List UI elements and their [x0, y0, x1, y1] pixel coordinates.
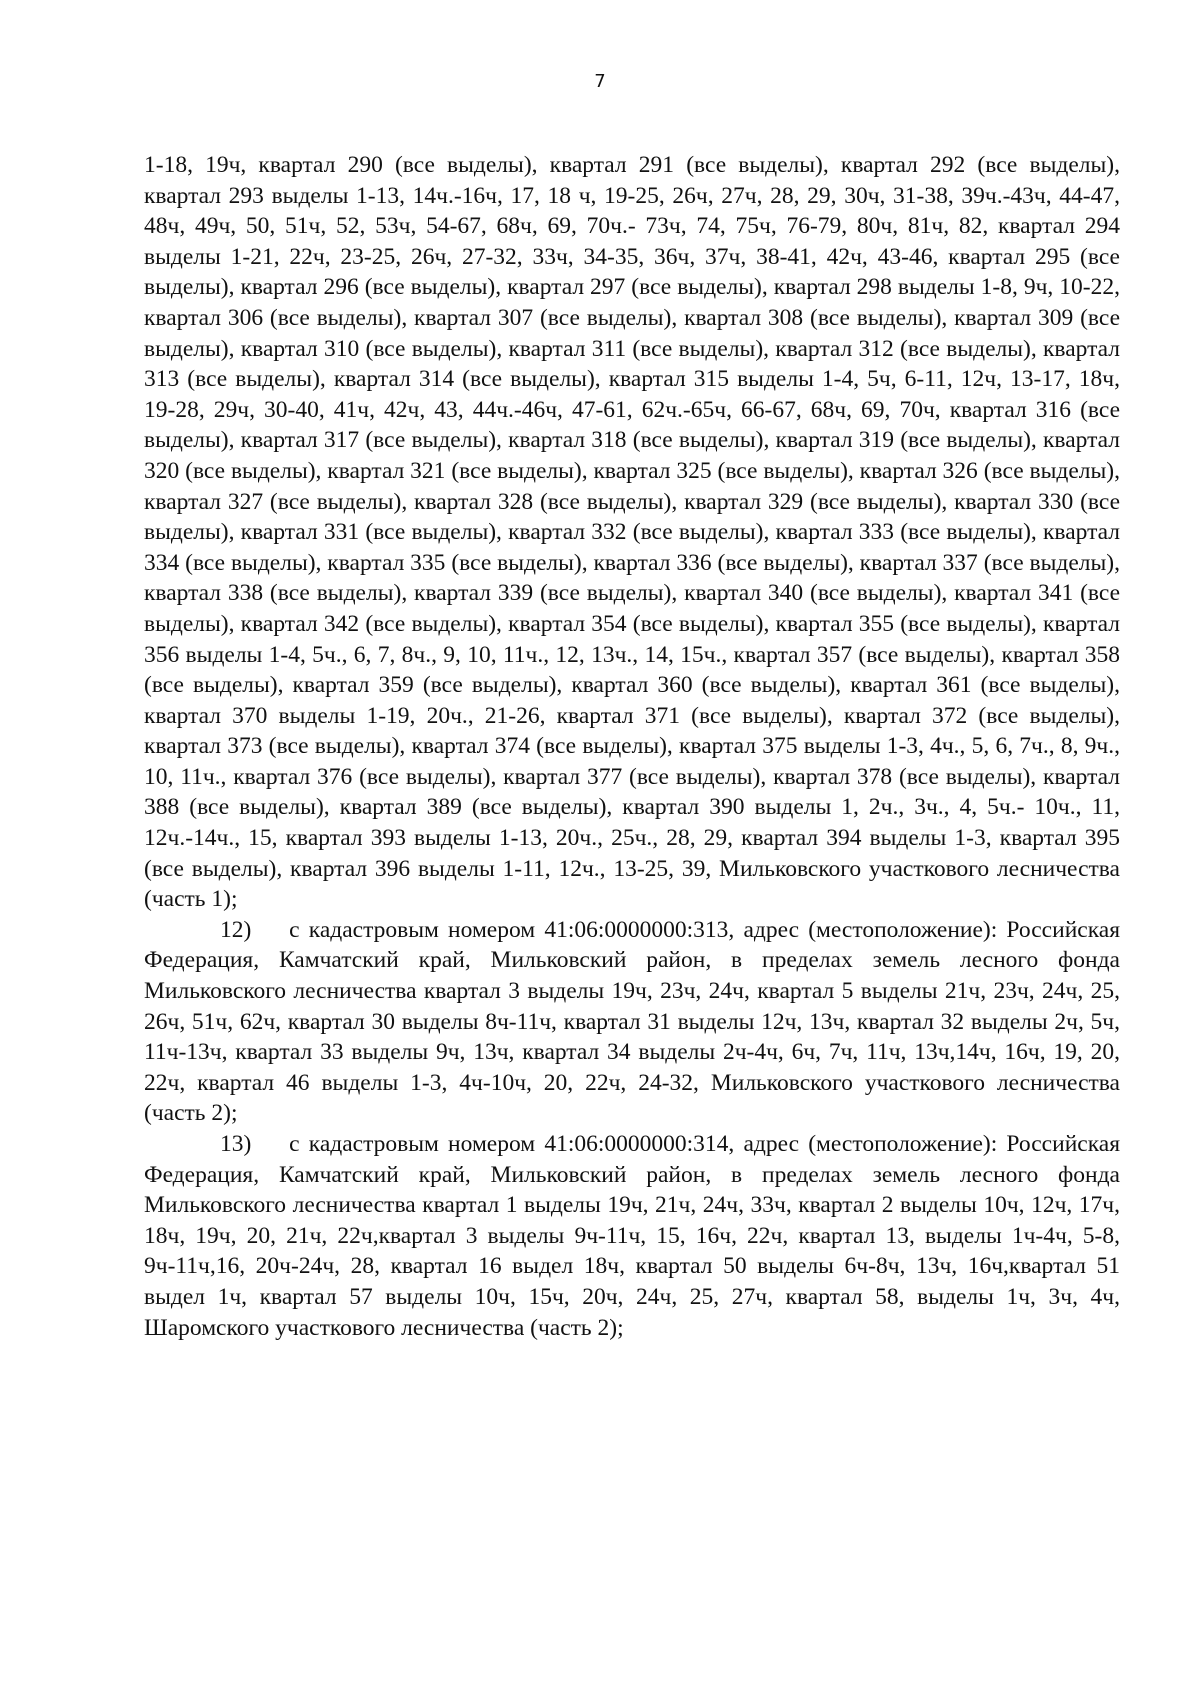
list-item-number: 12) [220, 916, 252, 943]
paragraph-text: 1-18, 19ч, квартал 290 (все выделы), квартал 291 (все выделы), квартал 292 (все выделы), квартал 293 выделы 1-13, 14ч.-16ч, 17, 18 ч, 19-25, 26ч, 27ч, 28, 29, 30ч, 31-38, 39ч.-43ч, 44-47, 48ч, 49ч, 50, 51ч, 52, 53ч, 54-67, 68ч, 69, 70ч.- 73ч, 74, 75ч, 76-79, 80ч, 81ч, 82, квартал 294 выделы 1-21, 22ч, 23-25, 26ч, 27-32, 33ч, 34-35, 36ч, 37ч, 38-41, 42ч, 43-46, квартал 295 (все выделы), квартал 296 (все выделы), квартал 297 (все выделы), квартал 298 выделы 1-8, 9ч, 10-22, квартал 306 (все выделы), квартал 307 (все выделы), квартал 308 (все выделы), квартал 309 (все выделы), квартал 310 (все выделы), квартал 311 (все выделы), квартал 312 (все выделы), квартал 313 (все выделы), квартал 314 (все выделы), квартал 315 выделы 1-4, 5ч, 6-11, 12ч, 13-17, 18ч, 19-28, 29ч, 30-40, 41ч, 42ч, 43, 44ч.-46ч, 47-61, 62ч.-65ч, 66-67, 68ч, 69, 70ч, квартал 316 (все выделы), квартал 317 (все выделы), квартал 318 (все выделы), квартал 319 (все выделы), квартал 320 (все выделы), квартал 321 (все выделы), квартал 325 (все выделы), квартал 326 (все выделы), квартал 327 (все выделы), квартал 328 (все выделы), квартал 329 (все выделы), квартал 330 (все выделы), квартал 331 (все выделы), квартал 332 (все выделы), квартал 333 (все выделы), квартал 334 (все выделы), квартал 335 (все выделы), квартал 336 (все выделы), квартал 337 (все выделы), квартал 338 (все выделы), квартал 339 (все выделы), квартал 340 (все выделы), квартал 341 (все выделы), квартал 342 (все выделы), квартал 354 (все выделы), квартал 355 (все выделы), квартал 356 выделы 1-4, 5ч., 6, 7, 8ч., 9, 10, 11ч., 12, 13ч., 14, 15ч., квартал 357 (все выделы), квартал 358 (все выделы), квартал 359 (все выделы), квартал 360 (все выделы), квартал 361 (все выделы), квартал 370 выделы 1-19, 20ч., 21-26, квартал 371 (все выделы), квартал 372 (все выделы), квартал 373 (все выделы), квартал 374 (все выделы), квартал 375 выделы 1-3, 4ч., 5, 6, 7ч., 8, 9ч., 10, 11ч., квартал 376 (все выделы), квартал 377 (все выделы), квартал 378 (все выделы), квартал 388 (все выделы), квартал 389 (все выделы), квартал 390 выделы 1, 2ч., 3ч., 4, 5ч.- 10ч., 11, 12ч.-14ч., 15, квартал 393 выделы 1-13, 20ч., 25ч., 28, 29, квартал 394 выделы 1-3, квартал 395 (все выделы), квартал 396 выделы 1-11, 12ч., 13-25, 39, Мильковского участкового лесничества (часть 1); [144, 152, 1120, 913]
list-item-13 [144, 1129, 1120, 1343]
page-number: 7 [594, 71, 606, 92]
list-item-text: с кадастровым номером 41:06:0000000:313, адрес (местоположение): Российская Федерация, Камчатский край, Мильковский район, в пределах земель лесного фонда Мильковского лесничества квартал 3 выделы 19ч, 23ч, 24ч, квартал 5 выделы 21ч, 23ч, 24ч, 25, 26ч, 51ч, 62ч, квартал 30 выделы 8ч-11ч, квартал 31 выделы 12ч, 13ч, квартал 32 выделы 2ч, 5ч, 11ч-13ч, квартал 33 выделы 9ч, 13ч, квартал 34 выделы 2ч-4ч, 6ч, 7ч, 11ч, 13ч,14ч, 16ч, 19, 20, 22ч, квартал 46 выделы 1-3, 4ч-10ч, 20, 22ч, 24-32, Мильковского участкового лесничества (часть 2); [144, 916, 1120, 1127]
list-item-number: 13) [220, 1131, 252, 1157]
list-item-text: с кадастровым номером 41:06:0000000:314, адрес (местоположение): Российская Федерация, Камчатский край, Мильковский район, в пределах земель лесного фонда Мильковского лесничества квартал 1 выделы 19ч, 21ч, 24ч, 33ч, квартал 2 выделы 10ч, 12ч, 17ч, 18ч, 19ч, 20, 21ч, 22ч,квартал 3 выделы 9ч-11ч, 15, 16ч, 22ч, квартал 13, выделы 1ч-4ч, 5-8, 9ч-11ч,16, 20ч-24ч, 28, квартал 16 выдел 18ч, квартал 50 выделы 6ч-8ч, 13ч, 16ч,квартал 51 выдел 1ч, квартал 57 выделы 10ч, 15ч, 20ч, 24ч, 25, 27ч, квартал 58, выделы 1ч, 3ч, 4ч, Шаромского участкового лесничества (часть 2); [144, 1131, 1120, 1341]
document-body [144, 150, 1120, 1343]
paragraph-continuation [144, 150, 1120, 915]
list-item-12 [144, 915, 1120, 1129]
